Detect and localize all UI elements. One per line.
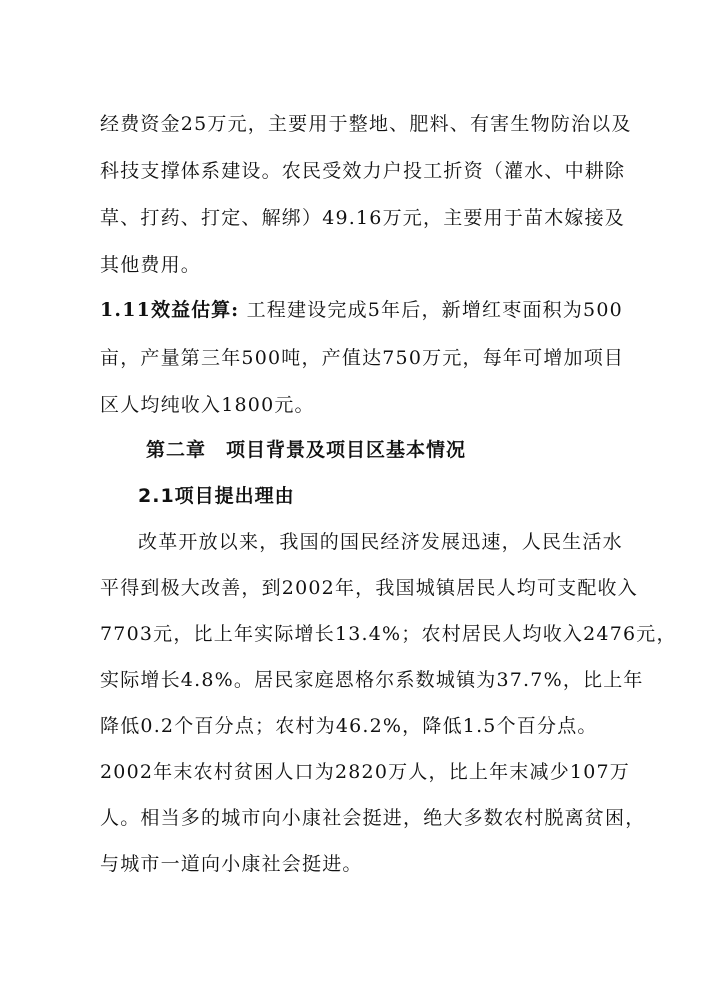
text-line: 其他费用。 <box>100 254 202 276</box>
text-line: 改革开放以来，我国的国民经济发展迅速，人民生活水 <box>138 531 623 553</box>
text-line: 平得到极大改善，到2002年，我国城镇居民人均可支配收入 <box>100 577 638 599</box>
text-line: 降低0.2个百分点；农村为46.2%，降低1.5个百分点。 <box>100 715 598 737</box>
text-line: 7703元，比上年实际增长13.4%；农村居民人均收入2476元， <box>100 623 677 645</box>
section-title: 效益估算 <box>151 299 232 321</box>
text-line: 人。相当多的城市向小康社会挺进，绝大多数农村脱离贫困， <box>100 807 646 829</box>
text-line: 科技支撑体系建设。农民受效力户投工折资（灌水、中耕除 <box>100 160 626 182</box>
text-line: 经费资金25万元，主要用于整地、肥料、有害生物防治以及 <box>100 113 632 135</box>
section-number: 1.11 <box>100 299 152 321</box>
text-line: 亩，产量第三年500吨，产值达750万元，每年可增加项目 <box>100 347 625 369</box>
section-1-11-first-line <box>100 298 623 322</box>
text-line: 与城市一道向小康社会挺进。 <box>100 853 363 875</box>
text-line: 实际增长4.8%。居民家庭恩格尔系数城镇为37.7%，比上年 <box>100 669 644 691</box>
section-text: 工程建设完成5年后，新增红枣面积为500 <box>246 299 623 321</box>
chapter-title: 第二章 项目背景及项目区基本情况 <box>146 439 467 461</box>
text-line: 草、打药、打定、解绑）49.16万元，主要用于苗木嫁接及 <box>100 207 625 229</box>
text-line: 区人均纯收入1800元。 <box>100 394 315 416</box>
text-line: 2002年末农村贫困人口为2820万人，比上年末减少107万 <box>100 761 630 783</box>
section-colon: : <box>231 299 240 321</box>
section-2-1-title: 2.1项目提出理由 <box>138 485 295 507</box>
